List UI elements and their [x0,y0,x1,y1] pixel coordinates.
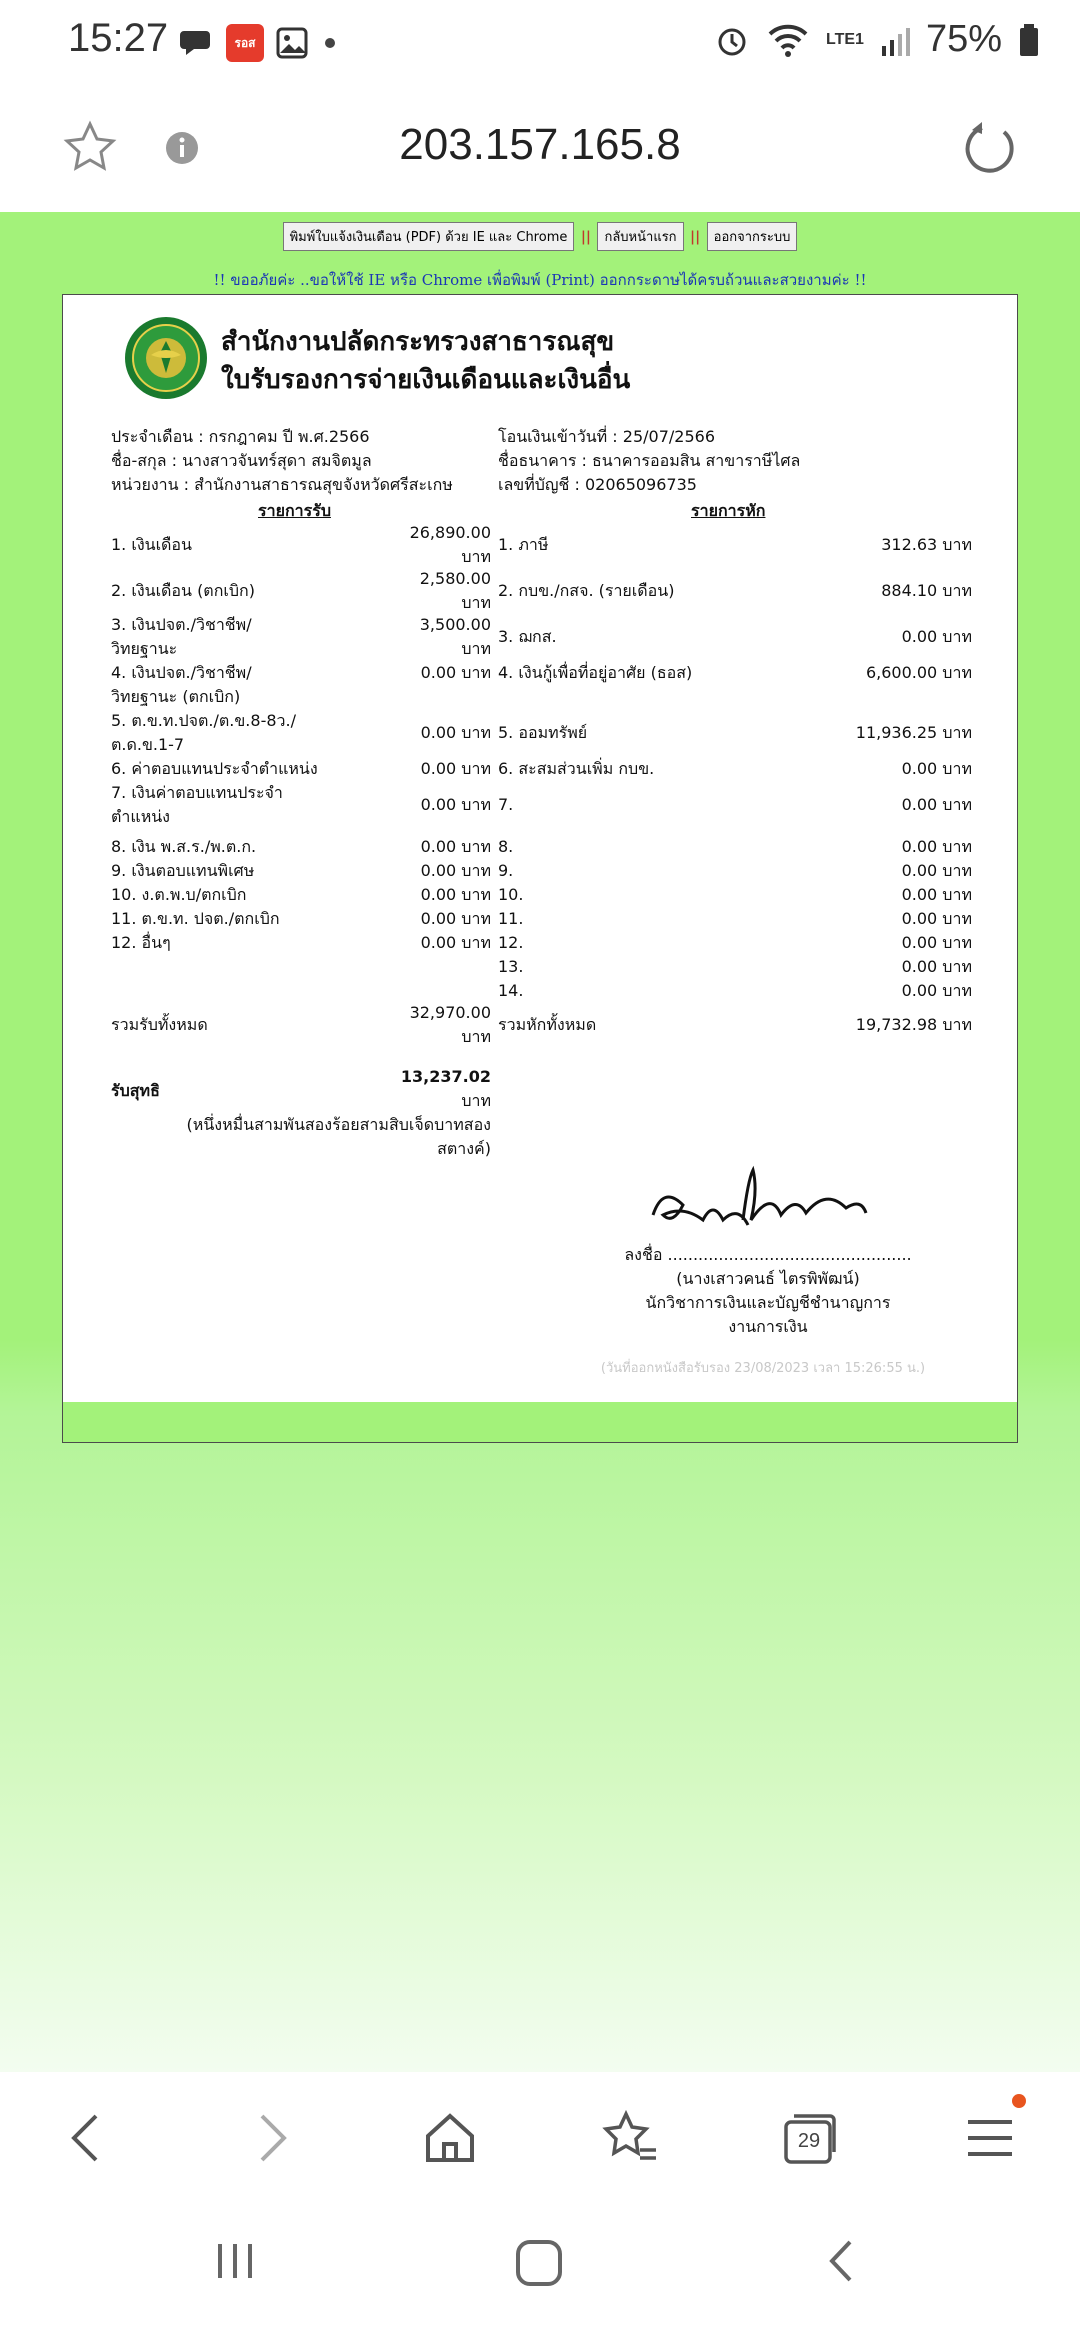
battery-icon [1018,22,1040,58]
home-button[interactable]: กลับหน้าแรก [597,222,683,251]
total-deduct-row [498,1013,972,1037]
tabs-button[interactable] [780,2108,840,2168]
chat-icon [180,25,216,61]
signature-image [593,1165,943,1245]
battery-percent: 75% [925,18,1002,60]
deduction-amount: 0.00 บาท [901,861,972,880]
employee-info [111,425,453,497]
dot-icon [320,33,340,53]
net-amount: 13,237.02 บาท [400,1067,491,1110]
system-home-icon[interactable] [512,2236,566,2290]
menu-button[interactable] [960,2108,1020,2168]
income-label: 4. เงินปจต./วิชาชีพ/ วิทยฐานะ (ตกเบิก) [111,663,252,706]
separator: || [690,229,701,245]
deduction-label: 4. เงินกู้เพื่อที่อยู่อาศัย (ธอส) [498,663,693,682]
org-name: สำนักงานปลัดกระทรวงสาธารณสุข [221,327,615,357]
income-label: 2. เงินเดือน (ตกเบิก) [111,581,255,600]
deduction-amount: 0.00 บาท [901,885,972,904]
forward-icon[interactable] [240,2108,300,2168]
deduction-label: 7. [498,795,514,814]
income-amount: 3,500.00 บาท [419,615,491,658]
image-icon [274,25,310,61]
income-row [111,521,491,569]
income-amount: 0.00 บาท [420,759,491,778]
income-label: 5. ต.ข.ท.ปจต./ต.ข.8-8ว./ ต.ด.ข.1-7 [111,711,296,754]
signer-name: (นางเสาวคนธ์ ไตรพิพัฒน์) [676,1269,860,1288]
income-row [111,931,491,955]
income-label: 11. ต.ข.ท. ปจต./ตกเบิก [111,909,280,928]
wifi-icon [766,22,810,58]
income-label: 1. เงินเดือน [111,535,192,554]
income-amount: 0.00 บาท [420,933,491,952]
total-deduct-amount: 19,732.98 บาท [855,1015,972,1034]
total-income-amount: 32,970.00 บาท [409,1003,491,1046]
name-line: ชื่อ-สกุล : นางสาวจันทร์สุดา สมจิตมูล [111,451,372,470]
income-label: 8. เงิน พ.ส.ร./พ.ต.ก. [111,837,257,856]
deduction-amount: 884.10 บาท [881,581,972,600]
deduction-label: 14. [498,981,524,1000]
browser-url-bar [0,88,1080,213]
income-label: 9. เงินตอบแทนพิเศษ [111,861,255,880]
slip-title: ใบรับรองการจ่ายเงินเดือนและเงินอื่น [221,365,631,395]
slip-footer-strip [63,1402,1017,1442]
account-line: เลขที่บัญชี : 02065096735 [498,475,697,494]
logout-button[interactable]: ออกจากระบบ [707,222,798,251]
income-row [111,757,491,781]
deduction-label: 12. [498,933,524,952]
tab-count: 29 [797,2130,821,2152]
signal-icon [880,22,910,58]
issued-timestamp: (วันที่ออกหนังสือรับรอง 23/08/2023 เวลา 15:26:55 น.) [600,1361,926,1376]
deduct-heading: รายการหัก [691,501,766,520]
deduction-amount: 11,936.25 บาท [855,723,972,742]
income-amount: 0.00 บาท [420,861,491,880]
deduction-label: 11. [498,909,524,928]
signature-block [593,1243,943,1339]
reload-icon[interactable] [960,118,1020,178]
deduction-row [498,907,972,931]
deduction-row [498,661,972,685]
income-label: 6. ค่าตอบแทนประจำตำแหน่ง [111,759,318,778]
back-icon[interactable] [58,2108,118,2168]
deduction-label: 6. สะสมส่วนเพิ่ม กบข. [498,759,655,778]
status-time: 15:27 [68,16,169,60]
print-notice: !! ขออภัยค่ะ ..ขอให้ใช้ IE หรือ Chrome เพื่อพิมพ์ (Print) ออกกระดาษได้ครบถ้วนและสวยงามค่ะ !! [213,271,867,289]
income-amount: 26,890.00 บาท [409,523,491,566]
deduction-amount: 312.63 บาท [881,535,972,554]
income-row [111,835,491,859]
network-label: LTE1 [826,30,864,48]
signer-title: นักวิชาการเงินและบัญชีชำนาญการ [645,1293,891,1312]
deduction-row [498,835,972,859]
deduction-row [498,579,972,603]
income-amount: 0.00 บาท [420,663,491,682]
total-deduct-label: รวมหักทั้งหมด [498,1015,597,1034]
income-amount: 0.00 บาท [420,723,491,742]
deduction-label: 1. ภาษี [498,535,549,554]
income-row [111,859,491,883]
income-row [111,883,491,907]
income-label: 10. ง.ต.พ.บ/ตกเบิก [111,885,247,904]
income-row [111,567,491,615]
deduction-amount: 0.00 บาท [901,795,972,814]
deduction-amount: 6,600.00 บาท [865,663,972,682]
print-pdf-button[interactable]: พิมพ์ใบแจ้งเงินเดือน (PDF) ด้วย IE และ Chrome [283,222,575,251]
net-words: (หนึ่งหมื่นสามพันสองร้อยสามสิบเจ็ดบาทสอง สตางค์) [186,1115,491,1158]
deduction-row [498,757,972,781]
browser-bottom-nav [0,2072,1080,2192]
deduction-label: 2. กบข./กสจ. (รายเดือน) [498,581,675,600]
deduction-row [498,859,972,883]
deduction-row [498,793,972,817]
separator: || [580,229,592,245]
income-label: 12. อื่นๆ [111,933,171,952]
income-row [111,661,491,709]
system-nav-bar [0,2192,1080,2340]
alarm-icon [714,22,750,58]
income-heading: รายการรับ [258,501,331,520]
month-line: ประจำเดือน : กรกฎาคม ปี พ.ศ.2566 [111,427,370,446]
home-icon[interactable] [420,2108,480,2168]
income-row [111,907,491,931]
bank-info [498,425,800,497]
status-bar [0,0,1080,88]
deduction-label: 8. [498,837,514,856]
recent-apps-icon[interactable] [210,2236,260,2286]
deduction-row [498,625,972,649]
deduction-row [498,931,972,955]
income-label: 3. เงินปจต./วิชาชีพ/ วิทยฐานะ [111,615,252,658]
unit-line: หน่วยงาน : สำนักงานสาธารณสุขจังหวัดศรีสะเกษ [111,475,453,494]
deduction-row [498,979,972,1003]
net-row [111,1065,491,1165]
ministry-logo-icon [123,315,209,401]
bookmarks-icon[interactable] [600,2108,660,2168]
salary-slip [62,294,1018,1443]
deduction-label: 3. ฌกส. [498,627,557,646]
deduction-amount: 0.00 บาท [901,759,972,778]
deduction-label: 13. [498,957,524,976]
hamburger-menu-icon [960,2108,1020,2168]
deduction-label: 9. [498,861,514,880]
total-income-row [111,1001,491,1049]
deduction-amount: 0.00 บาท [901,909,972,928]
url-text[interactable]: 203.157.165.8 [399,120,681,169]
system-back-icon[interactable] [818,2236,868,2286]
deduction-amount: 0.00 บาท [901,957,972,976]
top-buttons [0,222,1080,251]
deduction-label: 5. ออมทรัพย์ [498,723,588,742]
income-row [111,709,491,757]
income-amount: 2,580.00 บาท [419,569,491,612]
deduction-row [498,955,972,979]
total-income-label: รวมรับทั้งหมด [111,1015,208,1034]
sign-line: ลงชื่อ ................................................ [624,1245,912,1264]
signer-dept: งานการเงิน [728,1317,808,1336]
transfer-date-line: โอนเงินเข้าวันที่ : 25/07/2566 [498,427,715,446]
deduction-row [498,721,972,745]
income-amount: 0.00 บาท [420,795,491,814]
web-content [0,212,1080,2072]
notification-dot-icon [1012,2094,1026,2108]
net-label: รับสุทธิ [111,1081,160,1100]
app-badge-icon: รอส [226,24,264,62]
deduction-amount: 0.00 บาท [901,837,972,856]
deduction-row [498,533,972,557]
income-amount: 0.00 บาท [420,885,491,904]
status-right [714,18,1040,61]
deduction-label: 10. [498,885,524,904]
income-amount: 0.00 บาท [420,837,491,856]
income-amount: 0.00 บาท [420,909,491,928]
income-row [111,613,491,661]
deduction-amount: 0.00 บาท [901,933,972,952]
notification-icons [180,24,340,62]
deduction-amount: 0.00 บาท [901,981,972,1000]
bank-line: ชื่อธนาคาร : ธนาคารออมสิน สาขาราษีไศล [498,451,801,470]
income-label: 7. เงินค่าตอบแทนประจำ ตำแหน่ง [111,783,283,826]
income-row [111,781,491,829]
deduction-amount: 0.00 บาท [901,627,972,646]
deduction-row [498,883,972,907]
